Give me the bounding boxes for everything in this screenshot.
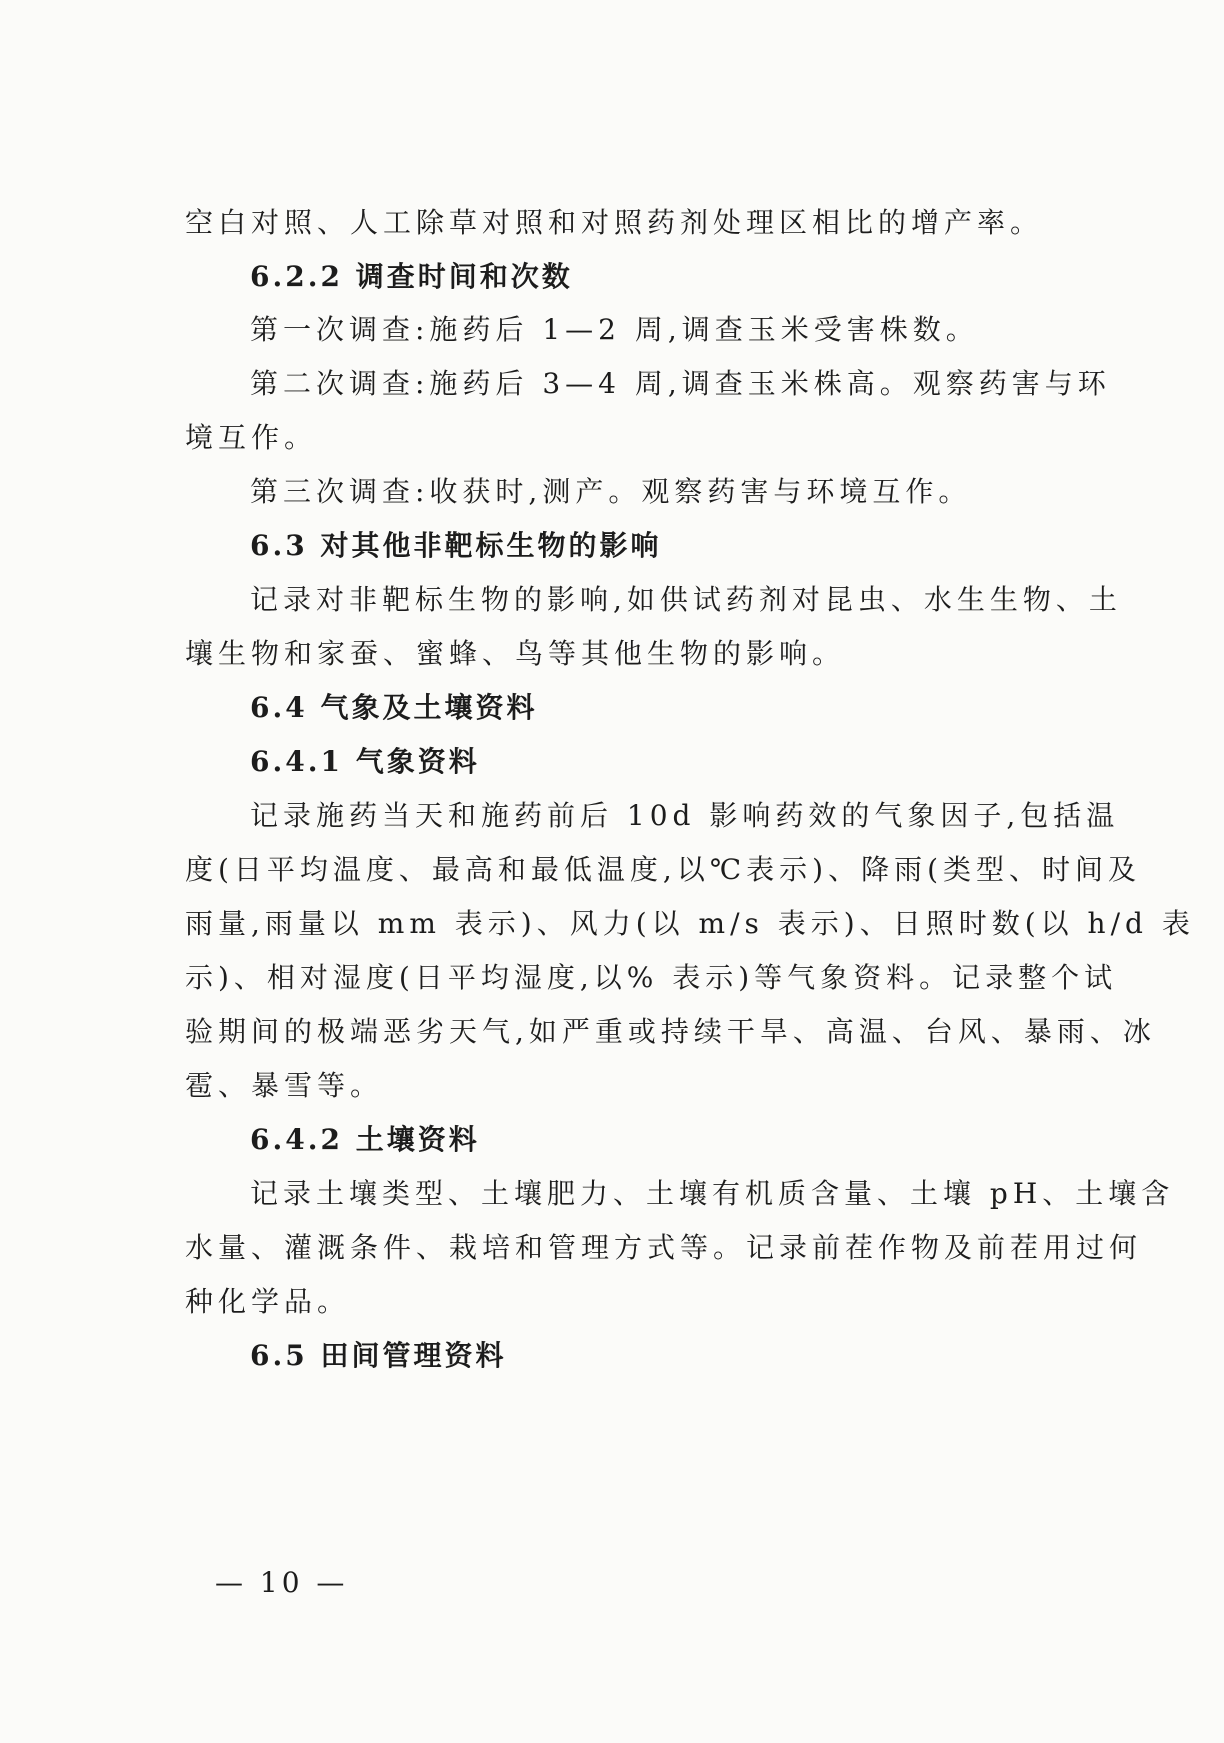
paragraph-line: 雨量,雨量以 mm 表示)、风力(以 m/s 表示)、日照时数(以 h/d 表 [185, 907, 1195, 940]
paragraph-line: 记录对非靶标生物的影响,如供试药剂对昆虫、水生生物、土 [250, 583, 1122, 616]
paragraph-line: 种化学品。 [185, 1285, 351, 1318]
section-heading-6-5: 6.5 田间管理资料 [250, 1339, 507, 1372]
paragraph-line: 水量、灌溉条件、栽培和管理方式等。记录前茬作物及前茬用过何 [185, 1231, 1143, 1264]
paragraph-line: 第三次调查:收获时,测产。观察药害与环境互作。 [250, 475, 972, 508]
paragraph-line: 空白对照、人工除草对照和对照药剂处理区相比的增产率。 [185, 206, 1044, 239]
paragraph-line: 第二次调查:施药后 3—4 周,调查玉米株高。观察药害与环 [250, 367, 1111, 400]
paragraph-line: 示)、相对湿度(日平均湿度,以% 表示)等气象资料。记录整个试 [185, 961, 1118, 994]
paragraph-line: 壤生物和家蚕、蜜蜂、鸟等其他生物的影响。 [185, 637, 846, 670]
section-heading-6-2-2: 6.2.2 调查时间和次数 [250, 260, 573, 293]
page-number: — 10 — [215, 1566, 349, 1599]
section-heading-6-4: 6.4 气象及土壤资料 [250, 691, 538, 724]
section-heading-6-4-2: 6.4.2 土壤资料 [250, 1123, 480, 1156]
paragraph-line: 第一次调查:施药后 1—2 周,调查玉米受害株数。 [250, 313, 979, 346]
paragraph-line: 记录土壤类型、土壤肥力、土壤有机质含量、土壤 pH、土壤含 [250, 1177, 1175, 1210]
paragraph-line: 度(日平均温度、最高和最低温度,以℃表示)、降雨(类型、时间及 [185, 853, 1141, 886]
section-heading-6-4-1: 6.4.1 气象资料 [250, 745, 480, 778]
section-heading-6-3: 6.3 对其他非靶标生物的影响 [250, 529, 662, 562]
paragraph-line: 雹、暴雪等。 [185, 1069, 384, 1102]
paragraph-line: 境互作。 [185, 421, 318, 454]
paragraph-line: 记录施药当天和施药前后 10d 影响药效的气象因子,包括温 [250, 799, 1120, 832]
paragraph-line: 验期间的极端恶劣天气,如严重或持续干旱、高温、台风、暴雨、冰 [185, 1015, 1156, 1048]
